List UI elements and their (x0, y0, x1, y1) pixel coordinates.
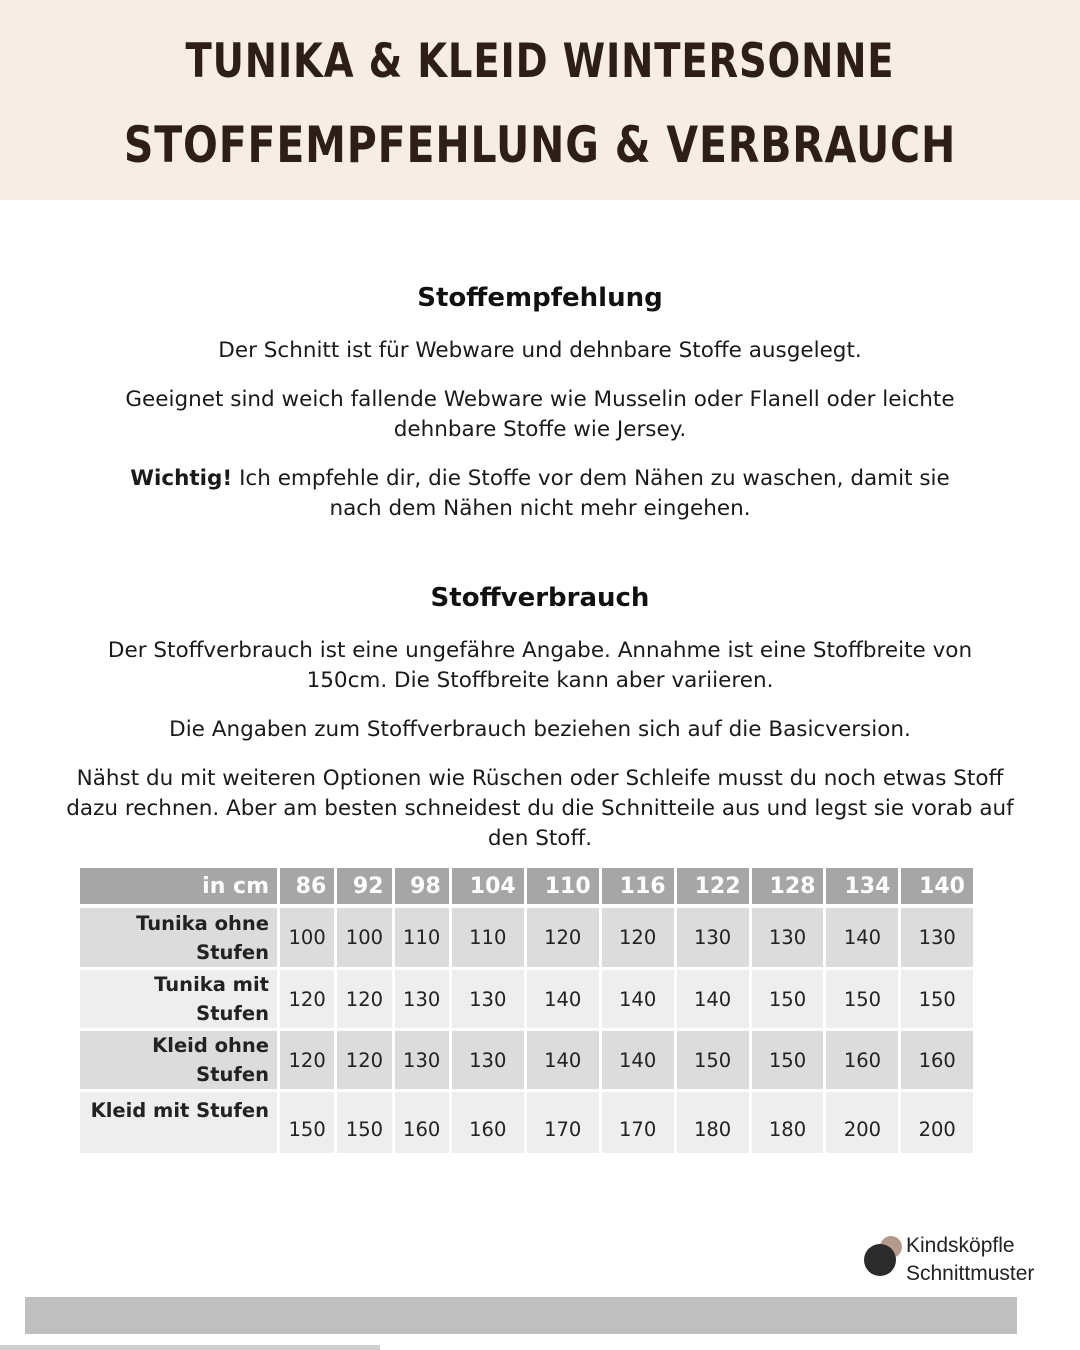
table-cell: 150 (752, 1031, 827, 1092)
usage-paragraph-2: Die Angaben zum Stoffverbrauch beziehen sich auf die Basicversion. (169, 717, 911, 742)
row-label-line-1: Tunika ohne (136, 911, 269, 935)
table-row (80, 908, 973, 970)
table-cell: 140 (527, 1031, 602, 1092)
table-cell: 150 (826, 970, 901, 1031)
table-cell: 160 (395, 1092, 452, 1156)
usage-paragraph-3-line-1: Nähst du mit weiteren Optionen wie Rüschen oder Schleife musst du noch etwas Stoff (76, 766, 1004, 791)
table-cell: 120 (337, 1031, 394, 1092)
table-cell: 160 (901, 1031, 973, 1092)
table-corner-header: in cm (80, 868, 280, 908)
table-cell: 130 (395, 1031, 452, 1092)
row-label-line-2: Stufen (196, 940, 269, 964)
recommendation-paragraph-2 (40, 385, 1040, 445)
table-cell: 120 (602, 908, 677, 970)
table-cell: 130 (901, 908, 973, 970)
brand-logo (862, 1232, 1062, 1292)
usage-paragraph-3-line-2: dazu rechnen. Aber am besten schneidest du die Schnitteile aus und legst sie vorab auf (66, 796, 1014, 821)
table-cell: 130 (752, 908, 827, 970)
size-header: 98 (395, 868, 452, 908)
row-label: Kleid ohne Stufen (80, 1031, 280, 1092)
table-cell: 160 (452, 1092, 527, 1156)
usage-paragraph-3 (20, 764, 1060, 854)
size-header: 110 (527, 868, 602, 908)
table-cell: 180 (677, 1092, 752, 1156)
table-cell: 150 (901, 970, 973, 1031)
table-cell: 120 (280, 1031, 337, 1092)
usage-paragraph-1-line-1: Der Stoffverbrauch ist eine ungefähre Angabe. Annahme ist eine Stoffbreite von (107, 638, 973, 663)
fabric-usage-table (80, 868, 973, 1156)
table-cell: 120 (280, 970, 337, 1031)
size-header: 116 (602, 868, 677, 908)
page-title-line-2: STOFFEMPFEHLUNG & VERBRAUCH (123, 116, 957, 174)
brand-name-line-2: Schnittmuster (906, 1262, 1035, 1285)
size-header: 86 (280, 868, 337, 908)
usage-paragraph-1 (30, 636, 1050, 696)
footer-bar (25, 1297, 1017, 1334)
table-cell: 140 (602, 1031, 677, 1092)
usage-heading: Stoffverbrauch (430, 583, 650, 613)
size-header: 104 (452, 868, 527, 908)
table-cell: 150 (337, 1092, 394, 1156)
table-row (80, 970, 973, 1031)
table-cell: 100 (280, 908, 337, 970)
table-cell: 200 (901, 1092, 973, 1156)
recommendation-paragraph-2-line-1: Geeignet sind weich fallende Webware wie Musselin oder Flanell oder leichte (125, 387, 955, 412)
table-row (80, 1092, 973, 1156)
page-title-line-1: TUNIKA & KLEID WINTERSONNE (185, 34, 895, 89)
size-header: 140 (901, 868, 973, 908)
row-label: Tunika mit Stufen (80, 970, 280, 1031)
footer-divider (0, 1345, 380, 1350)
table-cell: 110 (452, 908, 527, 970)
row-label (80, 908, 280, 970)
usage-paragraph-3-line-3: den Stoff. (487, 826, 593, 851)
recommendation-heading: Stoffempfehlung (417, 283, 663, 313)
table-cell: 150 (752, 970, 827, 1031)
table-cell: 140 (677, 970, 752, 1031)
table-cell: 150 (677, 1031, 752, 1092)
recommendation-paragraph-3-text: Ich empfehle dir, die Stoffe vor dem Nähen zu waschen, damit sie (232, 466, 950, 491)
brand-name (906, 1232, 1034, 1288)
size-header: 92 (337, 868, 394, 908)
recommendation-paragraph-3-line-2: nach dem Nähen nicht mehr eingehen. (329, 496, 751, 521)
usage-paragraph-1-line-2: 150cm. Die Stoffbreite kann aber variieren. (306, 668, 774, 693)
table-cell: 120 (527, 908, 602, 970)
recommendation-paragraph-2-line-2: dehnbare Stoffe wie Jersey. (393, 417, 687, 442)
title-banner (0, 0, 1080, 200)
table-cell: 170 (527, 1092, 602, 1156)
row-label: Kleid mit Stufen (80, 1092, 280, 1156)
important-label: Wichtig! (130, 466, 233, 491)
table-cell: 120 (337, 970, 394, 1031)
table-cell: 100 (337, 908, 394, 970)
recommendation-paragraph-1: Der Schnitt ist für Webware und dehnbare Stoffe ausgelegt. (218, 338, 862, 363)
table-cell: 180 (752, 1092, 827, 1156)
table-cell: 130 (452, 970, 527, 1031)
table-cell: 140 (527, 970, 602, 1031)
table-cell: 150 (280, 1092, 337, 1156)
table-cell: 130 (452, 1031, 527, 1092)
table-cell: 110 (395, 908, 452, 970)
recommendation-paragraph-3-line-1 (40, 464, 1040, 494)
table-cell: 130 (395, 970, 452, 1031)
size-header: 128 (752, 868, 827, 908)
table-cell: 130 (677, 908, 752, 970)
table-cell: 140 (602, 970, 677, 1031)
size-header: 134 (826, 868, 901, 908)
table-cell: 200 (826, 1092, 901, 1156)
recommendation-paragraph-3 (40, 464, 1040, 524)
table-row (80, 1031, 973, 1092)
table-cell: 170 (602, 1092, 677, 1156)
size-header: 122 (677, 868, 752, 908)
brand-name-line-1: Kindsköpfle (906, 1234, 1015, 1257)
table-cell: 140 (826, 908, 901, 970)
table-cell: 160 (826, 1031, 901, 1092)
logo-dot-dark-icon (864, 1244, 896, 1276)
table-header-row (80, 868, 973, 908)
